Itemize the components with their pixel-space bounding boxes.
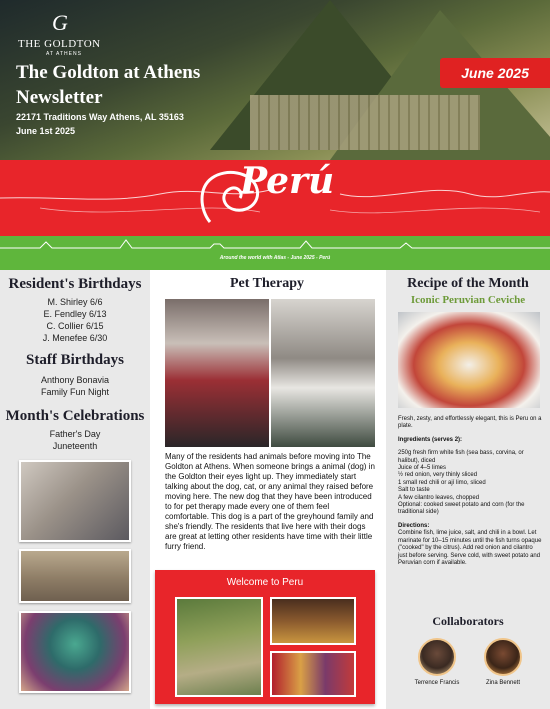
ingredient-item: Salt to taste xyxy=(398,487,430,494)
ceviche-photo xyxy=(398,312,540,408)
ingredient-item: 250g fresh firm white fish (sea bass, corvina, or halibut), diced xyxy=(398,450,524,464)
recipe-subtitle: Iconic Peruvian Ceviche xyxy=(410,294,526,306)
welcome-peru-box xyxy=(155,570,375,704)
resident-photo xyxy=(165,299,269,447)
newsletter-title-line1: The Goldton at Athens xyxy=(16,62,201,83)
green-banner xyxy=(0,236,550,270)
pet-therapy-body: Many of the residents had animals before moving into The Goldton at Athens. When someone brings a animal (dog) in the Goldton their eyes light up. They immediately start talking about the dog, cat, or any animal they raised before moving here. The new dog that they have been introduced to for pet therapy made every one of them feel comfortable. This dog is a part of the greyhound family and she's friendly. The residents that live here with their dogs are great at letting other residents have time with their little furry friend. xyxy=(165,452,375,551)
ingredients-heading: Ingredients (serves 2): xyxy=(398,436,463,443)
list-item: J. Menefee 6/30 xyxy=(42,333,108,343)
ingredient-item: ½ red onion, very thinly sliced xyxy=(398,472,478,479)
machu-picchu-photo xyxy=(175,597,263,697)
ingredient-item: 1 small red chili or ají limo, sliced xyxy=(398,479,486,486)
ingredient-item: Juice of 4–5 limes xyxy=(398,465,447,472)
right-sidebar xyxy=(386,270,550,709)
recipe-body xyxy=(398,416,542,567)
welcome-peru-heading: Welcome to Peru xyxy=(226,577,304,588)
list-item: E. Fendley 6/13 xyxy=(43,309,107,319)
staff-birthdays-heading: Staff Birthdays xyxy=(26,352,124,368)
masquerade-photo xyxy=(19,611,131,693)
pet-therapy-photos xyxy=(165,299,375,447)
issue-date: June 1st 2025 xyxy=(16,126,76,136)
list-item: Family Fun Night xyxy=(40,387,110,397)
directions-heading: Directions: xyxy=(398,522,430,529)
left-sidebar xyxy=(0,270,150,709)
logo-subtitle: AT ATHENS xyxy=(46,51,82,57)
list-item: Juneteenth xyxy=(52,441,98,451)
skyline-icon xyxy=(0,236,550,254)
month-badge: June 2025 xyxy=(440,58,550,88)
list-item: C. Collier 6/15 xyxy=(46,321,104,331)
church-interior-photo xyxy=(270,597,356,645)
peru-wordmark: Perú xyxy=(240,160,335,202)
celebrations-list xyxy=(0,428,150,452)
collaborator-name: Zina Bennett xyxy=(485,680,521,686)
banner-caption: Around the world with Atlas - June 2025 - Perú xyxy=(219,255,331,261)
birthdays-heading: Resident's Birthdays xyxy=(8,276,142,292)
ruins-image xyxy=(250,95,480,150)
logo-icon: G xyxy=(52,10,68,35)
header-banner xyxy=(0,0,550,160)
peru-banner xyxy=(0,160,550,236)
ingredient-item: Optional: cooked sweet potato and corn (for the traditional side) xyxy=(398,502,525,516)
recipe-heading: Recipe of the Month xyxy=(407,276,529,291)
dog-photo xyxy=(271,299,375,447)
address: 22171 Traditions Way Athens, AL 35163 xyxy=(16,112,184,122)
logo-name: THE GOLDTON xyxy=(18,38,101,50)
birthdays-list xyxy=(0,296,150,344)
list-item: Father's Day xyxy=(49,429,101,439)
list-item: M. Shirley 6/6 xyxy=(47,297,103,307)
staff-birthdays-list xyxy=(0,374,150,398)
newsletter-title-line2: Newsletter xyxy=(16,87,103,108)
directions-text: Combine fish, lime juice, salt, and chili in a bowl. Let marinate for 10–15 minutes until the fish turns opaque ("cooked" by the citrus). Add red onion and cilantro just before serving. Serve cold, with sweet potato and Peruvian corn if available. xyxy=(398,530,542,566)
ingredient-item: A few cilantro leaves, chopped xyxy=(398,494,480,501)
collaborator-name: Terrence Francis xyxy=(414,680,460,686)
activity-photo xyxy=(19,549,131,603)
peruvian-women-photo xyxy=(270,651,356,697)
recipe-intro: Fresh, zesty, and effortlessly elegant, this is Peru on a plate. xyxy=(398,416,542,430)
list-item: Anthony Bonavia xyxy=(40,375,110,385)
pet-therapy-heading: Pet Therapy xyxy=(229,276,304,291)
avatar xyxy=(418,638,456,676)
resident-photo xyxy=(19,460,131,542)
celebrations-heading: Month's Celebrations xyxy=(5,408,145,424)
avatar xyxy=(484,638,522,676)
collaborators-heading: Collaborators xyxy=(432,614,504,628)
newsletter-title xyxy=(16,60,256,110)
